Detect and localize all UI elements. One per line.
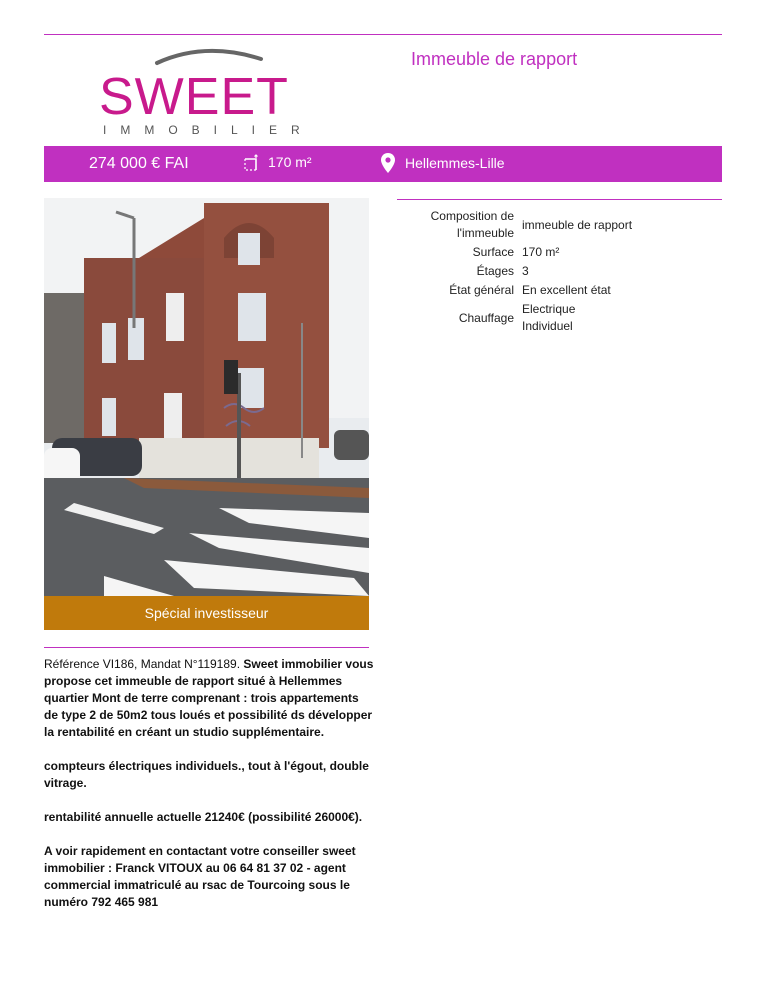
yield-text: rentabilité annuelle actuelle 21240€ (possibilité 26000€).	[44, 810, 363, 824]
spec-row	[400, 282, 722, 299]
spec-label: Chauffage	[458, 310, 514, 325]
features-text: compteurs électriques individuels., tout à l'égout, double vitrage.	[44, 759, 369, 790]
building-illustration	[44, 198, 369, 596]
specs-divider	[397, 199, 722, 200]
reference-text: Référence VI186, Mandat N°119189.	[44, 657, 244, 671]
info-bar	[44, 146, 722, 182]
spec-label: État général	[449, 283, 514, 297]
description-paragraph	[44, 843, 374, 911]
spec-row	[400, 244, 722, 261]
description-paragraph	[44, 758, 374, 792]
description-paragraph	[44, 656, 374, 741]
spec-value: 3	[522, 264, 529, 278]
contact-text: A voir rapidement en contactant votre conseiller sweet immobilier : Franck VITOUX au 06 64 81 37 02 - agent commercial immatriculé au rsac de Tourcoing sous le numéro 792 465 981	[44, 844, 356, 909]
location-city: Hellemmes-Lille	[405, 155, 505, 171]
top-divider	[44, 34, 722, 35]
description-paragraph	[44, 809, 374, 826]
spec-label: Composition de l'immeuble	[430, 209, 514, 240]
intro-text: Sweet immobilier vous propose cet immeuble de rapport situé à Hellemmes quartier Mont de terre comprenant : trois appartements de type 2 de 50m2 tous loués et possibilité ds développer la rentabilité en créant un studio supplémentaire.	[44, 657, 374, 739]
property-description	[44, 656, 374, 928]
spec-value: immeuble de rapport	[522, 217, 633, 232]
surface-area: 170 m²	[268, 154, 312, 170]
area-icon	[243, 154, 261, 172]
spec-value: 170 m²	[522, 245, 560, 259]
map-pin-icon	[381, 153, 395, 173]
document-title: Immeuble de rapport	[411, 49, 578, 69]
property-photo	[44, 198, 369, 596]
special-investor-badge: Spécial investisseur	[44, 596, 369, 630]
spec-value: Electrique Individuel	[522, 302, 576, 333]
spec-row	[400, 208, 722, 242]
spec-row	[400, 263, 722, 280]
price: 274 000 € FAI	[89, 155, 189, 172]
spec-value: En excellent état	[522, 283, 611, 297]
spec-label: Étages	[476, 264, 514, 278]
company-logo	[95, 45, 320, 140]
spec-label: Surface	[472, 245, 514, 259]
description-divider	[44, 647, 369, 648]
logo-subtitle: IMMOBILIER	[103, 123, 314, 137]
logo-wordmark: SWEET	[99, 68, 289, 126]
spec-row	[400, 301, 722, 335]
property-specs	[400, 208, 722, 337]
